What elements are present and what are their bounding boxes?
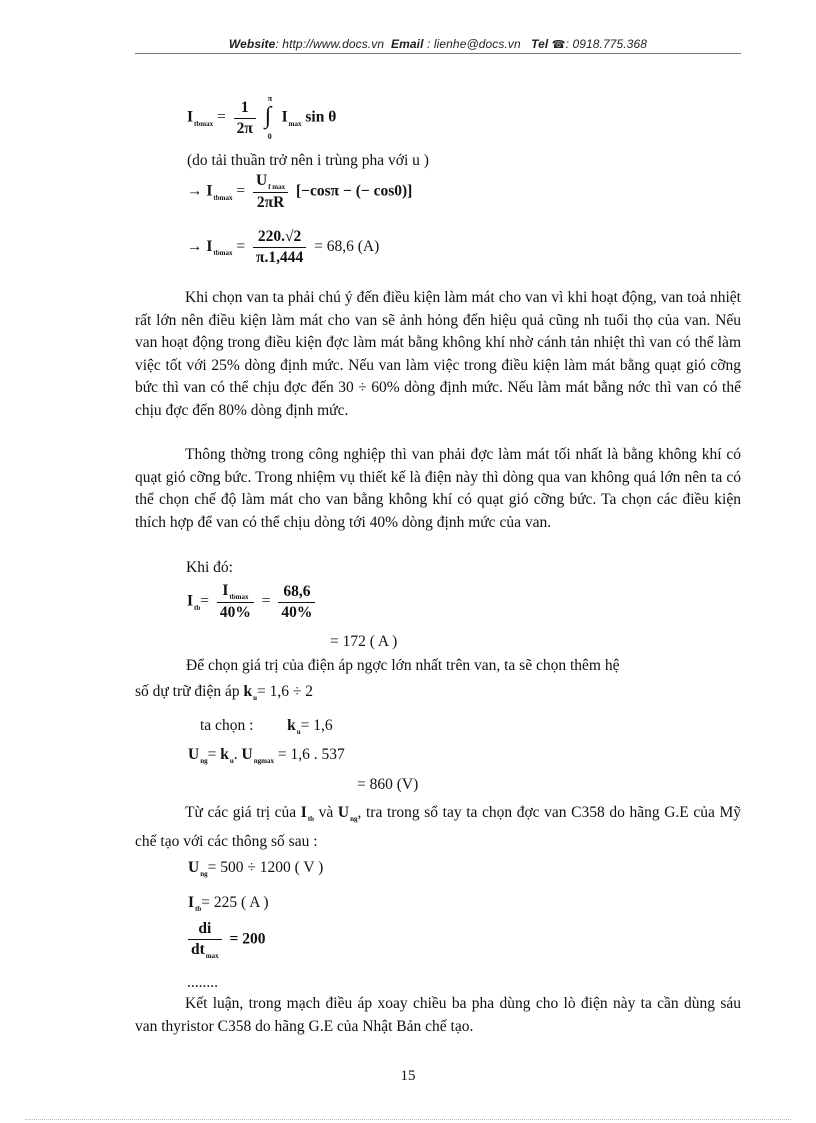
integral-sign: ∫ xyxy=(264,103,272,129)
header-divider xyxy=(135,53,741,54)
paragraph-reverse-voltage: Để chọn giá trị của điện áp ngợc lớn nhất trên van, ta sẽ chọn thêm hệ xyxy=(186,657,620,674)
footer-dotted-line xyxy=(25,1119,791,1120)
formula-ung: $U_{ng}= k_u$. $U_{ngmax} = 1,6$ . 537 xyxy=(188,746,345,765)
tel-label: Tel xyxy=(531,37,549,51)
formula-ung-result: = 860 (V) xyxy=(357,776,419,793)
email-label: Email xyxy=(391,37,424,51)
ellipsis: ........ xyxy=(187,974,218,991)
formula-itb-result: = 172 ( A ) xyxy=(330,633,398,650)
phone-icon: ☎ xyxy=(551,39,566,51)
formula-itbmax-integral: $I_{tbmax}$ = $\frac{1}{2\pi}$ ∫ π 0 $I_{max}$ sin θ xyxy=(187,94,337,141)
email-value: : lienhe@docs.vn xyxy=(426,37,521,51)
paragraph-cooling-choice: Thông thờng trong công nghiệp thì van phải đợc làm mát tối nhất là bằng không khí có quạt gió cỡng bức. Trong nhiệm vụ thiết kế là điện này thì dòng qua van không quá lớn nên ta có thể chọn chế độ làm mát cho van bằng không khí có quạt gió cỡng bức. Ta chọn các điều kiện thích hợp để van có thể chịu dòng tới 40% dòng định mức của van. xyxy=(135,446,741,531)
spec-ung: $U_{ng}= 500 \div 1200$ ( V ) xyxy=(188,859,324,878)
tel-value: : 0918.775.368 xyxy=(565,37,648,51)
formula-itb: $I_{tb}=$ $\frac{I_{tbmax}}{40\%}$ = $\frac{68,6}{40\%}$ xyxy=(187,582,319,622)
text-khi-do: Khi đó: xyxy=(186,559,233,576)
formula-ku-choice: ta chọn : $k_u= 1,6$ xyxy=(200,717,333,736)
formula-itbmax-cos: → $I_{tbmax}$ = $\frac{U_{f max}}{2\pi R}$ [−cosπ − (− cos0)] xyxy=(187,172,413,211)
paragraph-cooling-conditions: Khi chọn van ta phải chú ý đến điều kiện làm mát cho van vì khi hoạt động, van toả nhiệt rất lớn nên điều kiện làm mát cho van sẽ ảnh hỏng đến hiệu quả cũng nh tuổi thọ của van. Nếu van hoạt động trong điều kiện đợc làm mát bằng không khí nhờ cánh tản nhiệt thì van có thể làm việc tốt với 25% dòng định mức. Nếu van làm việc trong điều kiện làm mát bằng quạt gió cỡng bức thì van có thể chịu đợc đến 30 ÷ 60% dòng định mức. Nếu làm mát bằng nớc thì van có thể chịu đợc đến 80% dòng định mức. xyxy=(135,289,741,419)
formula-itbmax-value: → $I_{tbmax}$ = $\frac{220.√2}{\pi.1,444}$ = 68,6 (A) xyxy=(187,228,380,266)
paragraph-conclusion: Kết luận, trong mạch điều áp xoay chiều ba pha dùng cho lò điện này ta cần dùng sáu van thyristor C358 do hãng G.E của Nhật Bản chế tạo. xyxy=(135,995,741,1035)
formula-ku-range: số dự trữ điện áp $k_u= 1,6 \div 2$ xyxy=(135,683,314,702)
page-number: 15 xyxy=(400,1068,416,1084)
paragraph-thyristor-selection: Từ các giá trị của $I_{tb}$ và $U_{ng}$, tra trong sổ tay ta chọn đợc van C358 do hãng G.E của Mỹ chế tạo với các thông số sau : xyxy=(135,804,741,850)
page-header xyxy=(135,37,741,51)
website-label: Website xyxy=(228,37,276,51)
note-pure-resistive: (do tải thuần trở nên i trùng pha với u ) xyxy=(187,152,429,169)
spec-itb: $I_{tb}= 225$ ( A ) xyxy=(188,894,269,913)
spec-didt: $\frac{di}{dt_{max}}$ = 200 xyxy=(184,920,265,960)
website-value: : http://www.docs.vn xyxy=(275,37,385,51)
